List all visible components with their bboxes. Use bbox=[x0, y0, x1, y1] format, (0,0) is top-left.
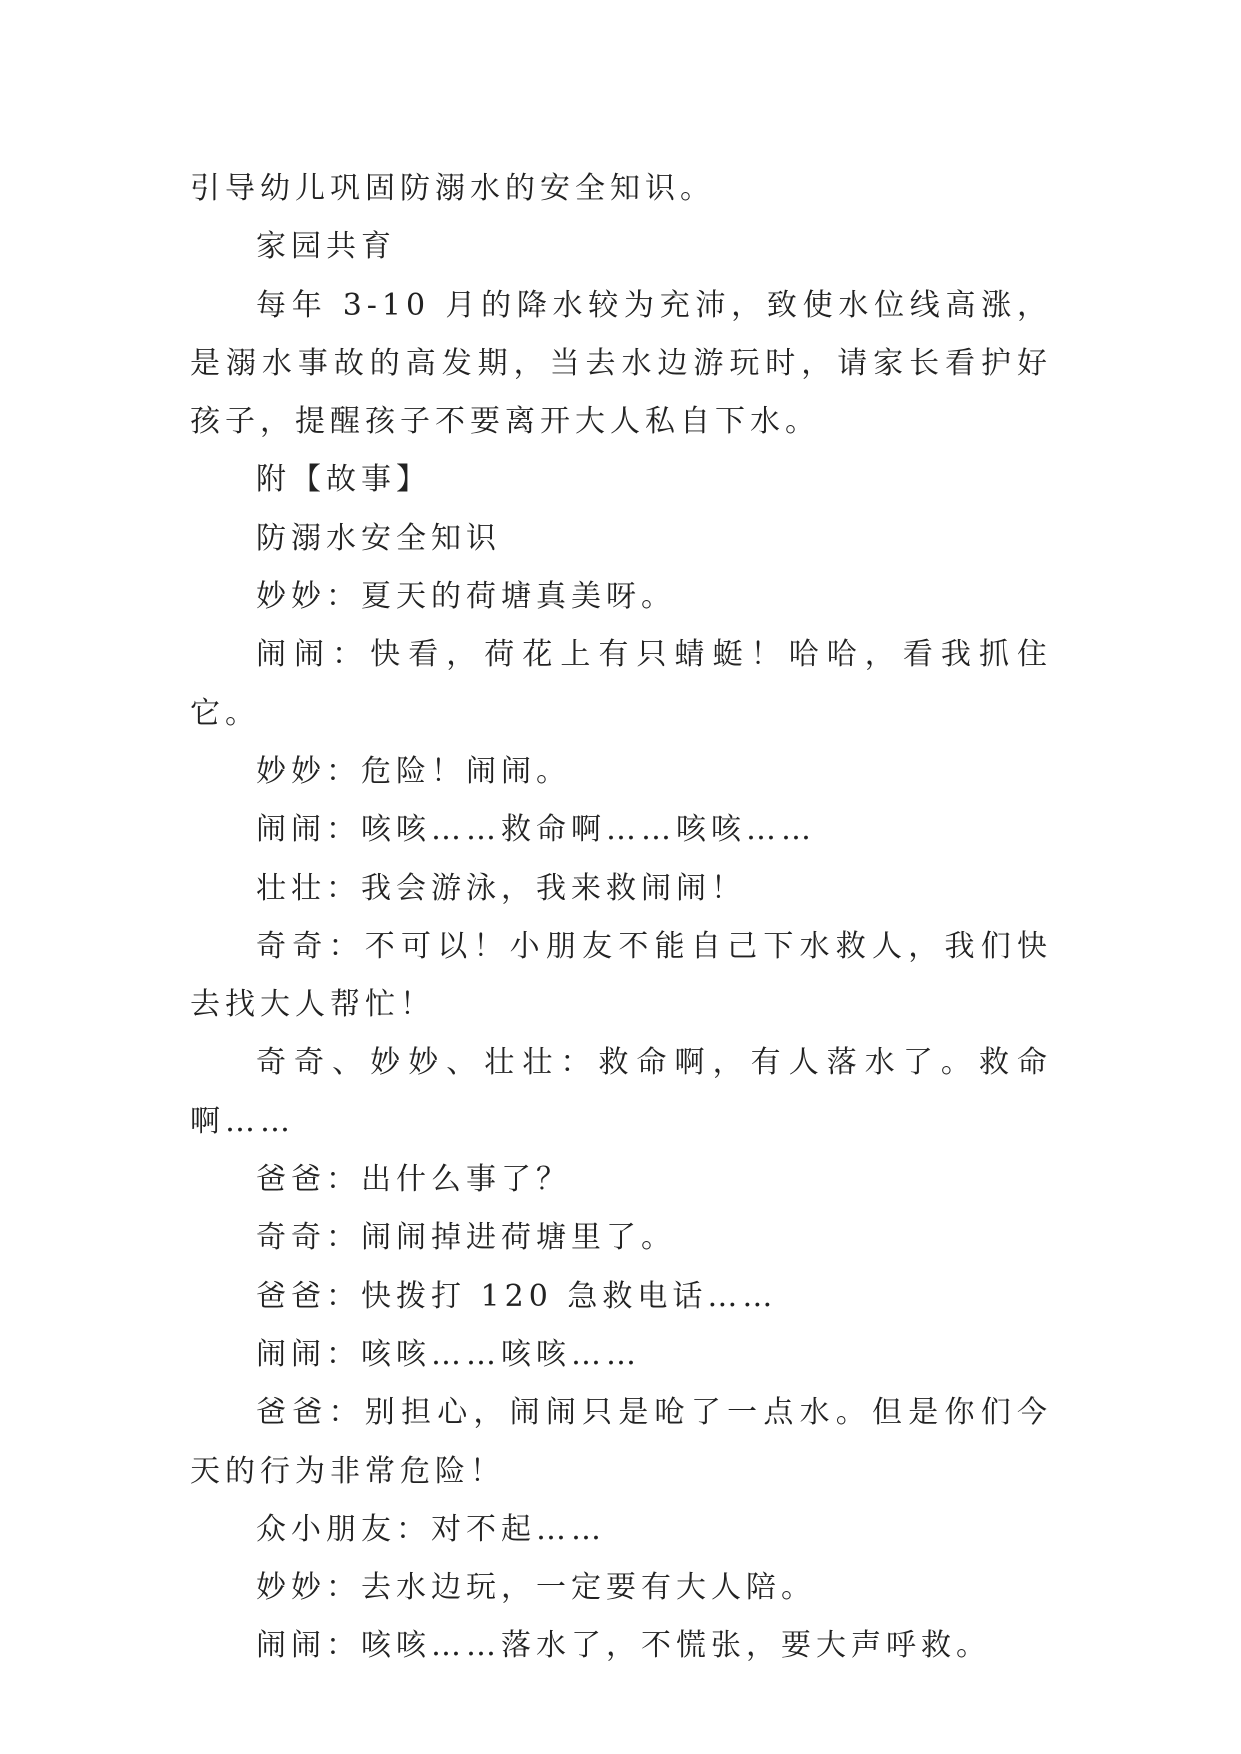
dialogue-line: 妙妙：去水边玩，一定要有大人陪。 bbox=[256, 1570, 816, 1606]
section-heading-home-school: 家园共育 bbox=[256, 229, 396, 265]
dialogue-line: 壮壮：我会游泳，我来救闹闹！ bbox=[256, 870, 746, 906]
paragraph-intro-continuation: 引导幼儿巩固防溺水的安全知识。 bbox=[190, 171, 715, 206]
paragraph-home-school: 每年 3-10 月的降水较为充沛，致使水位线高涨，是溺水事故的高发期，当去水边游玩时，请家长看护好孩子，提醒孩子不要离开大人私自下水。 bbox=[190, 287, 1052, 440]
dialogue-line: 闹闹：咳咳……咳咳…… bbox=[256, 1336, 641, 1372]
dialogue-line: 爸爸：别担心，闹闹只是呛了一点水。但是你们今天的行为非常危险！ bbox=[190, 1395, 1052, 1489]
dialogue-line: 爸爸：快拨打 120 急救电话…… bbox=[256, 1278, 778, 1314]
dialogue-line: 闹闹：快看，荷花上有只蜻蜓！哈哈，看我抓住它。 bbox=[190, 637, 1052, 731]
dialogue-line: 奇奇：闹闹掉进荷塘里了。 bbox=[256, 1220, 676, 1256]
dialogue-line: 爸爸：出什么事了？ bbox=[256, 1162, 571, 1198]
dialogue-line: 众小朋友：对不起…… bbox=[256, 1511, 606, 1547]
dialogue-line: 妙妙：危险！闹闹。 bbox=[256, 753, 571, 789]
dialogue-line: 闹闹：咳咳……落水了，不慌张，要大声呼救。 bbox=[256, 1628, 991, 1664]
dialogue-line: 奇奇：不可以！小朋友不能自己下水救人，我们快去找大人帮忙！ bbox=[190, 928, 1052, 1023]
document-body bbox=[190, 160, 1052, 1676]
section-heading-story: 附【故事】 bbox=[256, 462, 431, 498]
story-title: 防溺水安全知识 bbox=[256, 520, 501, 556]
dialogue-line: 闹闹：咳咳……救命啊……咳咳…… bbox=[256, 812, 816, 848]
dialogue-line: 妙妙：夏天的荷塘真美呀。 bbox=[256, 579, 676, 615]
dialogue-line: 奇奇、妙妙、壮壮：救命啊，有人落水了。救命啊…… bbox=[190, 1045, 1052, 1139]
